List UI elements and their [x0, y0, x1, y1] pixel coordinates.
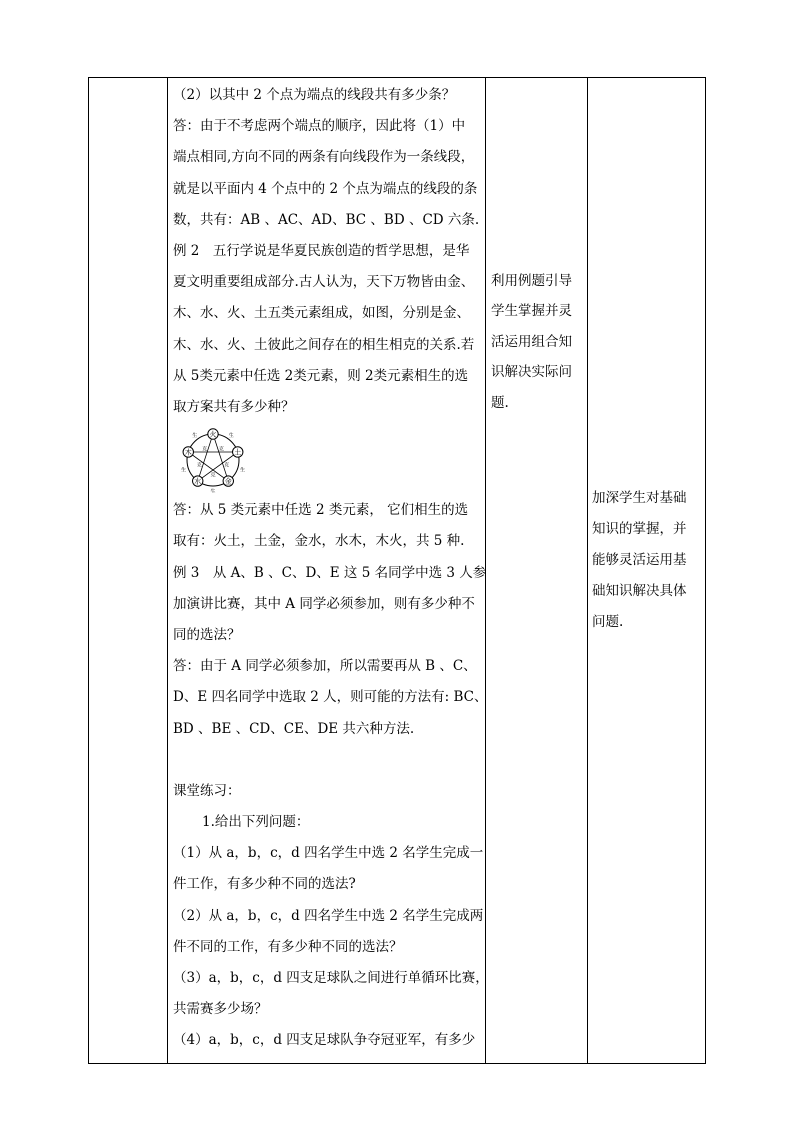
content-line: 例 2 五行学说是华夏民族创造的哲学思想，是华 — [173, 243, 470, 260]
practice-line: 件工作，有多少种不同的选法? — [173, 876, 356, 893]
design-line: 题. — [491, 394, 509, 411]
content-line: 加演讲比赛，其中 A 同学必须参加，则有多少种不 — [173, 595, 475, 612]
practice-line: （4）a，b，c，d 四支足球队争夺冠亚军，有多少 — [173, 1032, 476, 1049]
practice-title: 课堂练习： — [173, 782, 241, 799]
content-line: 取有：火土，土金，金水，水木，木火，共 5 种. — [173, 533, 465, 550]
intent-line: 能够灵活运用基 — [592, 552, 687, 568]
practice-line: （2）从 a，b，c，d 四名学生中选 2 名学生完成两 — [173, 907, 484, 924]
content-line: 例 3 从 A、B 、C、D、E 这 5 名同学中选 3 人参 — [173, 564, 487, 581]
lesson-table — [88, 77, 706, 1064]
content-line: 同的选法？ — [173, 627, 241, 644]
wuxing-figure — [178, 427, 485, 493]
practice-line: （1）从 a，b，c，d 四名学生中选 2 名学生完成一 — [173, 845, 484, 862]
design-line: 识解决实际问 — [491, 364, 572, 381]
practice-line: 件不同的工作，有多少种不同的选法？ — [173, 938, 403, 955]
wuxing-node — [183, 447, 193, 457]
wuxing-node-label: 火 — [209, 430, 217, 439]
practice-line: （3）a，b，c，d 四支足球队之间进行单循环比赛， — [173, 970, 489, 987]
content-line: 数，共有：AB 、AC、AD、BC 、BD 、CD 六条. — [173, 211, 480, 228]
wuxing-node — [193, 476, 203, 486]
content-line: 取方案共有多少种？ — [173, 399, 295, 416]
wuxing-node — [233, 447, 243, 457]
ke-label: 克 — [196, 462, 202, 469]
content-line: 木、水、火、土五类元素组成，如图，分别是金、 — [173, 305, 470, 322]
teaching-purpose-cell — [592, 483, 704, 638]
wuxing-node-label: 水 — [194, 477, 202, 486]
practice-questions — [173, 838, 489, 1056]
wuxing-node — [223, 476, 233, 486]
sheng-label: 生 — [228, 433, 234, 440]
ke-label: 克 — [224, 462, 230, 469]
ke-label: 克 — [210, 472, 216, 479]
content-line: 就是以平面内 4 个点中的 2 个点为端点的线段的条 — [173, 180, 478, 197]
intent-line: 加深学生对基础 — [592, 490, 687, 506]
intent-line: 问题. — [592, 614, 624, 630]
content-line: 夏文明重要组成部分.古人认为，天下万物皆由金、 — [173, 274, 475, 291]
content-line: 端点相同,方向不同的两条有向线段作为一条线段， — [173, 149, 475, 166]
intent-line: 知识的掌握，并 — [592, 521, 687, 537]
design-line: 学生掌握并灵 — [491, 303, 572, 320]
column-divider — [167, 78, 168, 1063]
design-line: 利用例题引导 — [491, 273, 572, 289]
content-line: （2）以其中 2 个点为端点的线段共有多少条？ — [173, 87, 456, 103]
wuxing-node-label: 木 — [184, 448, 192, 457]
sheng-label: 生 — [239, 467, 245, 474]
design-line: 活运用组合知 — [491, 333, 572, 350]
teaching-content-cell — [173, 80, 489, 1057]
sheng-label: 生 — [210, 489, 216, 494]
content-line: D、E 四名同学中选取 2 人，则可能的方法有: BC、 — [173, 689, 488, 706]
content-line: 木、水、火、土彼此之间存在的相生相克的关系.若 — [173, 336, 475, 353]
ke-label: 克 — [202, 446, 208, 453]
wuxing-diagram — [178, 427, 248, 493]
intent-line: 础知识解决具体 — [592, 583, 687, 599]
content-line: 答：从 5 类元素中任选 2 类元素， 它们相生的选 — [173, 502, 469, 519]
ke-label: 克 — [218, 446, 224, 453]
content-line: BD 、BE 、CD、CE、DE 共六种方法. — [173, 720, 415, 737]
wuxing-node — [208, 429, 218, 439]
example-text-block — [173, 80, 485, 423]
practice-line: 共需赛多少场？ — [173, 1001, 268, 1018]
wuxing-node-label: 金 — [224, 477, 232, 486]
sheng-label: 生 — [192, 433, 198, 440]
content-line: 从 5类元素中任选 2类元素，则 2类元素相生的选 — [173, 367, 469, 384]
column-divider — [587, 78, 588, 1063]
content-line: 答：由于 A 同学必须参加，所以需要再从 B 、C、 — [173, 658, 477, 675]
sheng-label: 生 — [181, 467, 187, 474]
practice-subtitle: 1.给出下列问题： — [202, 814, 310, 831]
content-line: 答：由于不考虑两个端点的顺序，因此将（1）中 — [173, 118, 466, 135]
wuxing-node-label: 土 — [234, 448, 242, 457]
design-intent-cell — [491, 266, 583, 418]
answer-text-block — [173, 495, 488, 745]
